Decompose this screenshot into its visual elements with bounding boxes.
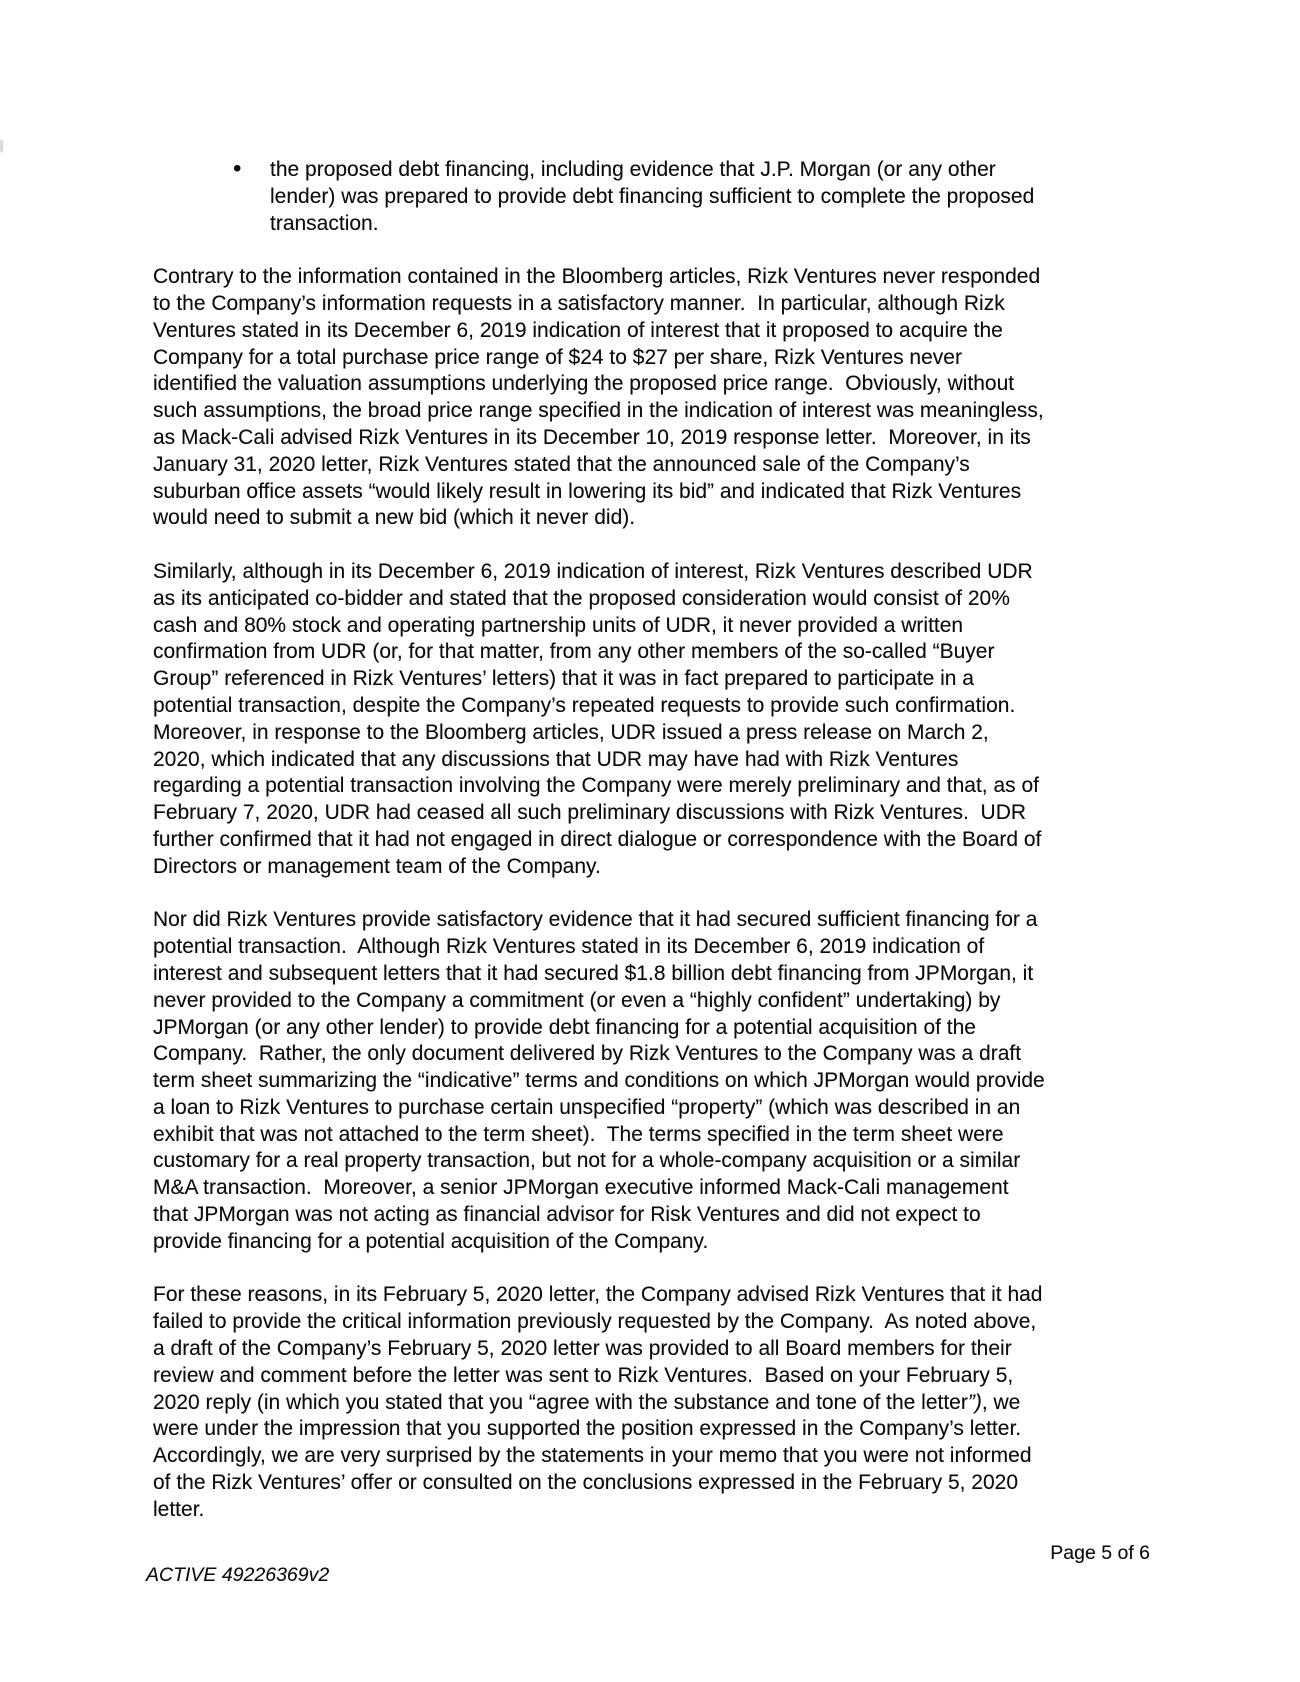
- text-line: Directors or management team of the Company.: [153, 854, 601, 878]
- paragraph: [153, 1282, 1163, 1523]
- text-line: Contrary to the information contained in the Bloomberg articles, Rizk Ventures never responded: [153, 265, 1041, 289]
- text-line: review and comment before the letter was sent to Rizk Ventures. Based on your February 5,: [153, 1363, 1014, 1387]
- italic-text-segment: ”): [967, 1390, 982, 1414]
- text-line: exhibit that was not attached to the term sheet). The terms specified in the term sheet were: [153, 1122, 1004, 1146]
- text-line: a draft of the Company’s February 5, 2020 letter was provided to all Board members for their: [153, 1337, 1012, 1361]
- paragraph: [153, 264, 1163, 532]
- text-line: identified the valuation assumptions underlying the proposed price range. Obviously, without: [153, 372, 1015, 396]
- text-line: regarding a potential transaction involving the Company were merely preliminary and that, as of: [153, 774, 1039, 798]
- text-line: Moreover, in response to the Bloomberg articles, UDR issued a press release on March 2,: [153, 720, 989, 744]
- text-line: JPMorgan (or any other lender) to provide debt financing for a potential acquisition of the: [153, 1015, 976, 1039]
- text-line: of the Rizk Ventures’ offer or consulted on the conclusions expressed in the February 5, 2020: [153, 1471, 1019, 1495]
- text-line: January 31, 2020 letter, Rizk Ventures stated that the announced sale of the Company’s: [153, 452, 970, 476]
- text-line: For these reasons, in its February 5, 2020 letter, the Company advised Rizk Ventures that it had: [153, 1283, 1043, 1307]
- text-line: potential transaction. Although Rizk Ventures stated in its December 6, 2019 indication of: [153, 935, 985, 959]
- text-line: interest and subsequent letters that it had secured $1.8 billion debt financing from JPMorgan, it: [153, 961, 1034, 985]
- text-line: further confirmed that it had not engaged in direct dialogue or correspondence with the Board of: [153, 827, 1042, 851]
- text-line: Company for a total purchase price range of $24 to $27 per share, Rizk Ventures never: [153, 345, 962, 369]
- paragraph: [153, 559, 1163, 881]
- text-line: failed to provide the critical information previously requested by the Company. As noted above,: [153, 1310, 1037, 1334]
- text-line: provide financing for a potential acquisition of the Company.: [153, 1229, 709, 1253]
- text-line: [153, 1390, 1163, 1417]
- text-line: Similarly, although in its December 6, 2019 indication of interest, Rizk Ventures described UDR: [153, 559, 1033, 583]
- text-line: potential transaction, despite the Company’s repeated requests to provide such confirmation.: [153, 693, 1016, 717]
- text-line: term sheet summarizing the “indicative” terms and conditions on which JPMorgan would provide: [153, 1069, 1045, 1093]
- text-line: Group” referenced in Rizk Ventures’ letters) that it was in fact prepared to participate in a: [153, 667, 974, 691]
- text-line: Company. Rather, the only document delivered by Rizk Ventures to the Company was a draft: [153, 1042, 1022, 1066]
- text-line: to the Company’s information requests in a satisfactory manner. In particular, although Rizk: [153, 291, 1005, 315]
- text-line: that JPMorgan was not acting as financial advisor for Risk Ventures and did not expect to: [153, 1203, 981, 1227]
- document-text: [153, 157, 1163, 1524]
- text-line: such assumptions, the broad price range specified in the indication of interest was meaningless,: [153, 399, 1044, 423]
- bullet-icon: •: [233, 155, 242, 182]
- text-line: as its anticipated co-bidder and stated that the proposed consideration would consist of 20%: [153, 586, 1010, 610]
- text-line: February 7, 2020, UDR had ceased all such preliminary discussions with Rizk Ventures. UDR: [153, 801, 1027, 825]
- bullet-item: [153, 157, 1163, 237]
- text-segment: 2020 reply (in which you stated that you “agree with the substance and tone of the letter: [153, 1390, 968, 1414]
- text-segment: , we: [981, 1390, 1021, 1414]
- text-line: 2020, which indicated that any discussions that UDR may have had with Rizk Ventures: [153, 747, 959, 771]
- text-line: lender) was prepared to provide debt financing sufficient to complete the proposed: [270, 184, 1035, 208]
- text-line: never provided to the Company a commitment (or even a “highly confident” undertaking) by: [153, 988, 1001, 1012]
- text-line: Ventures stated in its December 6, 2019 indication of interest that it proposed to acquire the: [153, 318, 1003, 342]
- text-line: suburban office assets “would likely result in lowering its bid” and indicated that Rizk Ventures: [153, 479, 1022, 503]
- document-id-stamp: ACTIVE 49226369v2: [146, 1564, 330, 1586]
- text-line: Accordingly, we are very surprised by the statements in your memo that you were not informed: [153, 1444, 1032, 1468]
- text-line: a loan to Rizk Ventures to purchase certain unspecified “property” (which was described in an: [153, 1095, 1021, 1119]
- text-line: as Mack-Cali advised Rizk Ventures in its December 10, 2019 response letter. Moreover, in its: [153, 425, 1031, 449]
- text-line: confirmation from UDR (or, for that matter, from any other members of the so-called “Buyer: [153, 640, 995, 664]
- text-line: would need to submit a new bid (which it never did).: [153, 506, 636, 530]
- text-line: were under the impression that you supported the position expressed in the Company’s letter.: [153, 1417, 1022, 1441]
- bullet-text: [270, 157, 1163, 237]
- text-line: customary for a real property transaction, but not for a whole-company acquisition or a similar: [153, 1149, 1021, 1173]
- text-line: letter.: [153, 1497, 205, 1521]
- text-line: the proposed debt financing, including evidence that J.P. Morgan (or any other: [270, 158, 996, 181]
- paragraph: [153, 907, 1163, 1255]
- text-line: M&A transaction. Moreover, a senior JPMorgan executive informed Mack-Cali management: [153, 1176, 1009, 1200]
- text-line: cash and 80% stock and operating partnership units of UDR, it never provided a written: [153, 613, 964, 637]
- scan-artifact: [0, 140, 3, 152]
- text-line: transaction.: [270, 211, 379, 235]
- text-line: Nor did Rizk Ventures provide satisfactory evidence that it had secured sufficient financing for a: [153, 908, 1038, 932]
- page-number: Page 5 of 6: [1050, 1542, 1150, 1564]
